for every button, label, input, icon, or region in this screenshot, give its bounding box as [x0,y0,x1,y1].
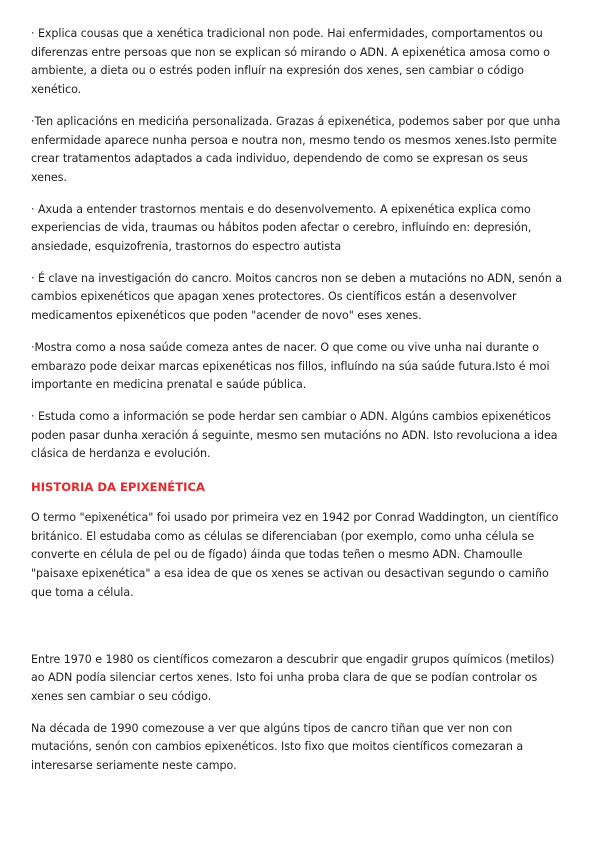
paragraph-history-1942: O termo "epixenética" foi usado por primeira vez en 1942 por Conrad Waddington, un científico británico. El estudaba como as células se diferenciaban (por exemplo, como unha célula se converte en célula de pel ou de fígado) áinda que todas teñen o mesmo ADN. Chamoulle "paisaxe epixenética" a esa idea de que os xenes se activan ou desactivan segundo o camiño que toma a célula. [31,511,559,599]
paragraph-inheritance: · Estuda como a información se pode herdar sen cambiar o ADN. Algúns cambios epixenéticos poden pasar dunha xeración á seguinte, mesmo sen mutacións no ADN. Isto revoluciona a idea clásica de herdanza e evolución. [31,409,558,461]
paragraph-history-1970s: Entre 1970 e 1980 os científicos comezaron a descubrir que engadir grupos químicos (metilos) ao ADN podía silenciar certos xenes. Isto foi unha proba clara de que se podían controlar os xenes sen cambiar o seu código. [31,652,555,703]
paragraph-mental-disorders: · Axuda a entender trastornos mentais e do desenvolvemento. A epixenética explica como experiencias de vida, traumas ou hábitos poden afectar o cerebro, influíndo en: depresión, ansiedade, esquizofrenia, trastornos do espectro autista [31,202,532,254]
paragraph-history-1990s: Na década de 1990 comezouse a ver que algúns tipos de cancro tiñan que ver non con mutacións, senón con cambios epixenéticos. Isto fixo que moitos científicos comezaran a interesarse seriamente neste campo. [31,721,524,773]
section-heading-history: HISTORIA DA EPIXENÉTICA [31,480,205,495]
paragraph-cancer-research: · É clave na investigación do cancro. Moitos cancros non se deben a mutacións no ADN, senón a cambios epixenéticos que apagan xenes protectores. Os científicos están a desenvolver medicamentos epixenéticos que poden "acender de novo" eses xenes. [31,271,562,323]
paragraph-personalized-medicine: ·Ten aplicacións en medicińa personalizada. Grazas á epixenética, podemos saber por que unha enfermidade aparece nunha persoa e noutra non, mesmo tendo os mesmos xenes.Isto permite crear tratamentos adaptados a cada individuo, dependendo de como se expresan os seus xenes. [31,114,561,184]
paragraph-traditional-genetics: · Explica cousas que a xenética tradicional non pode. Hai enfermidades, comportamentos ou diferenzas entre persoas que non se explican só mirando o ADN. A epixenética amosa como o ambiente, a dieta ou o estrés poden influír na expresión dos xenes, sen cambiar o código xenético. [31,27,550,97]
paragraph-prenatal-health: ·Mostra como a nosa saúde comeza antes de nacer. O que come ou vive unha nai durante o embarazo pode deixar marcas epixenéticas nos fillos, influíndo na súa saúde futura.Isto é moi importante en medicina prenatal e saúde pública. [31,340,550,392]
